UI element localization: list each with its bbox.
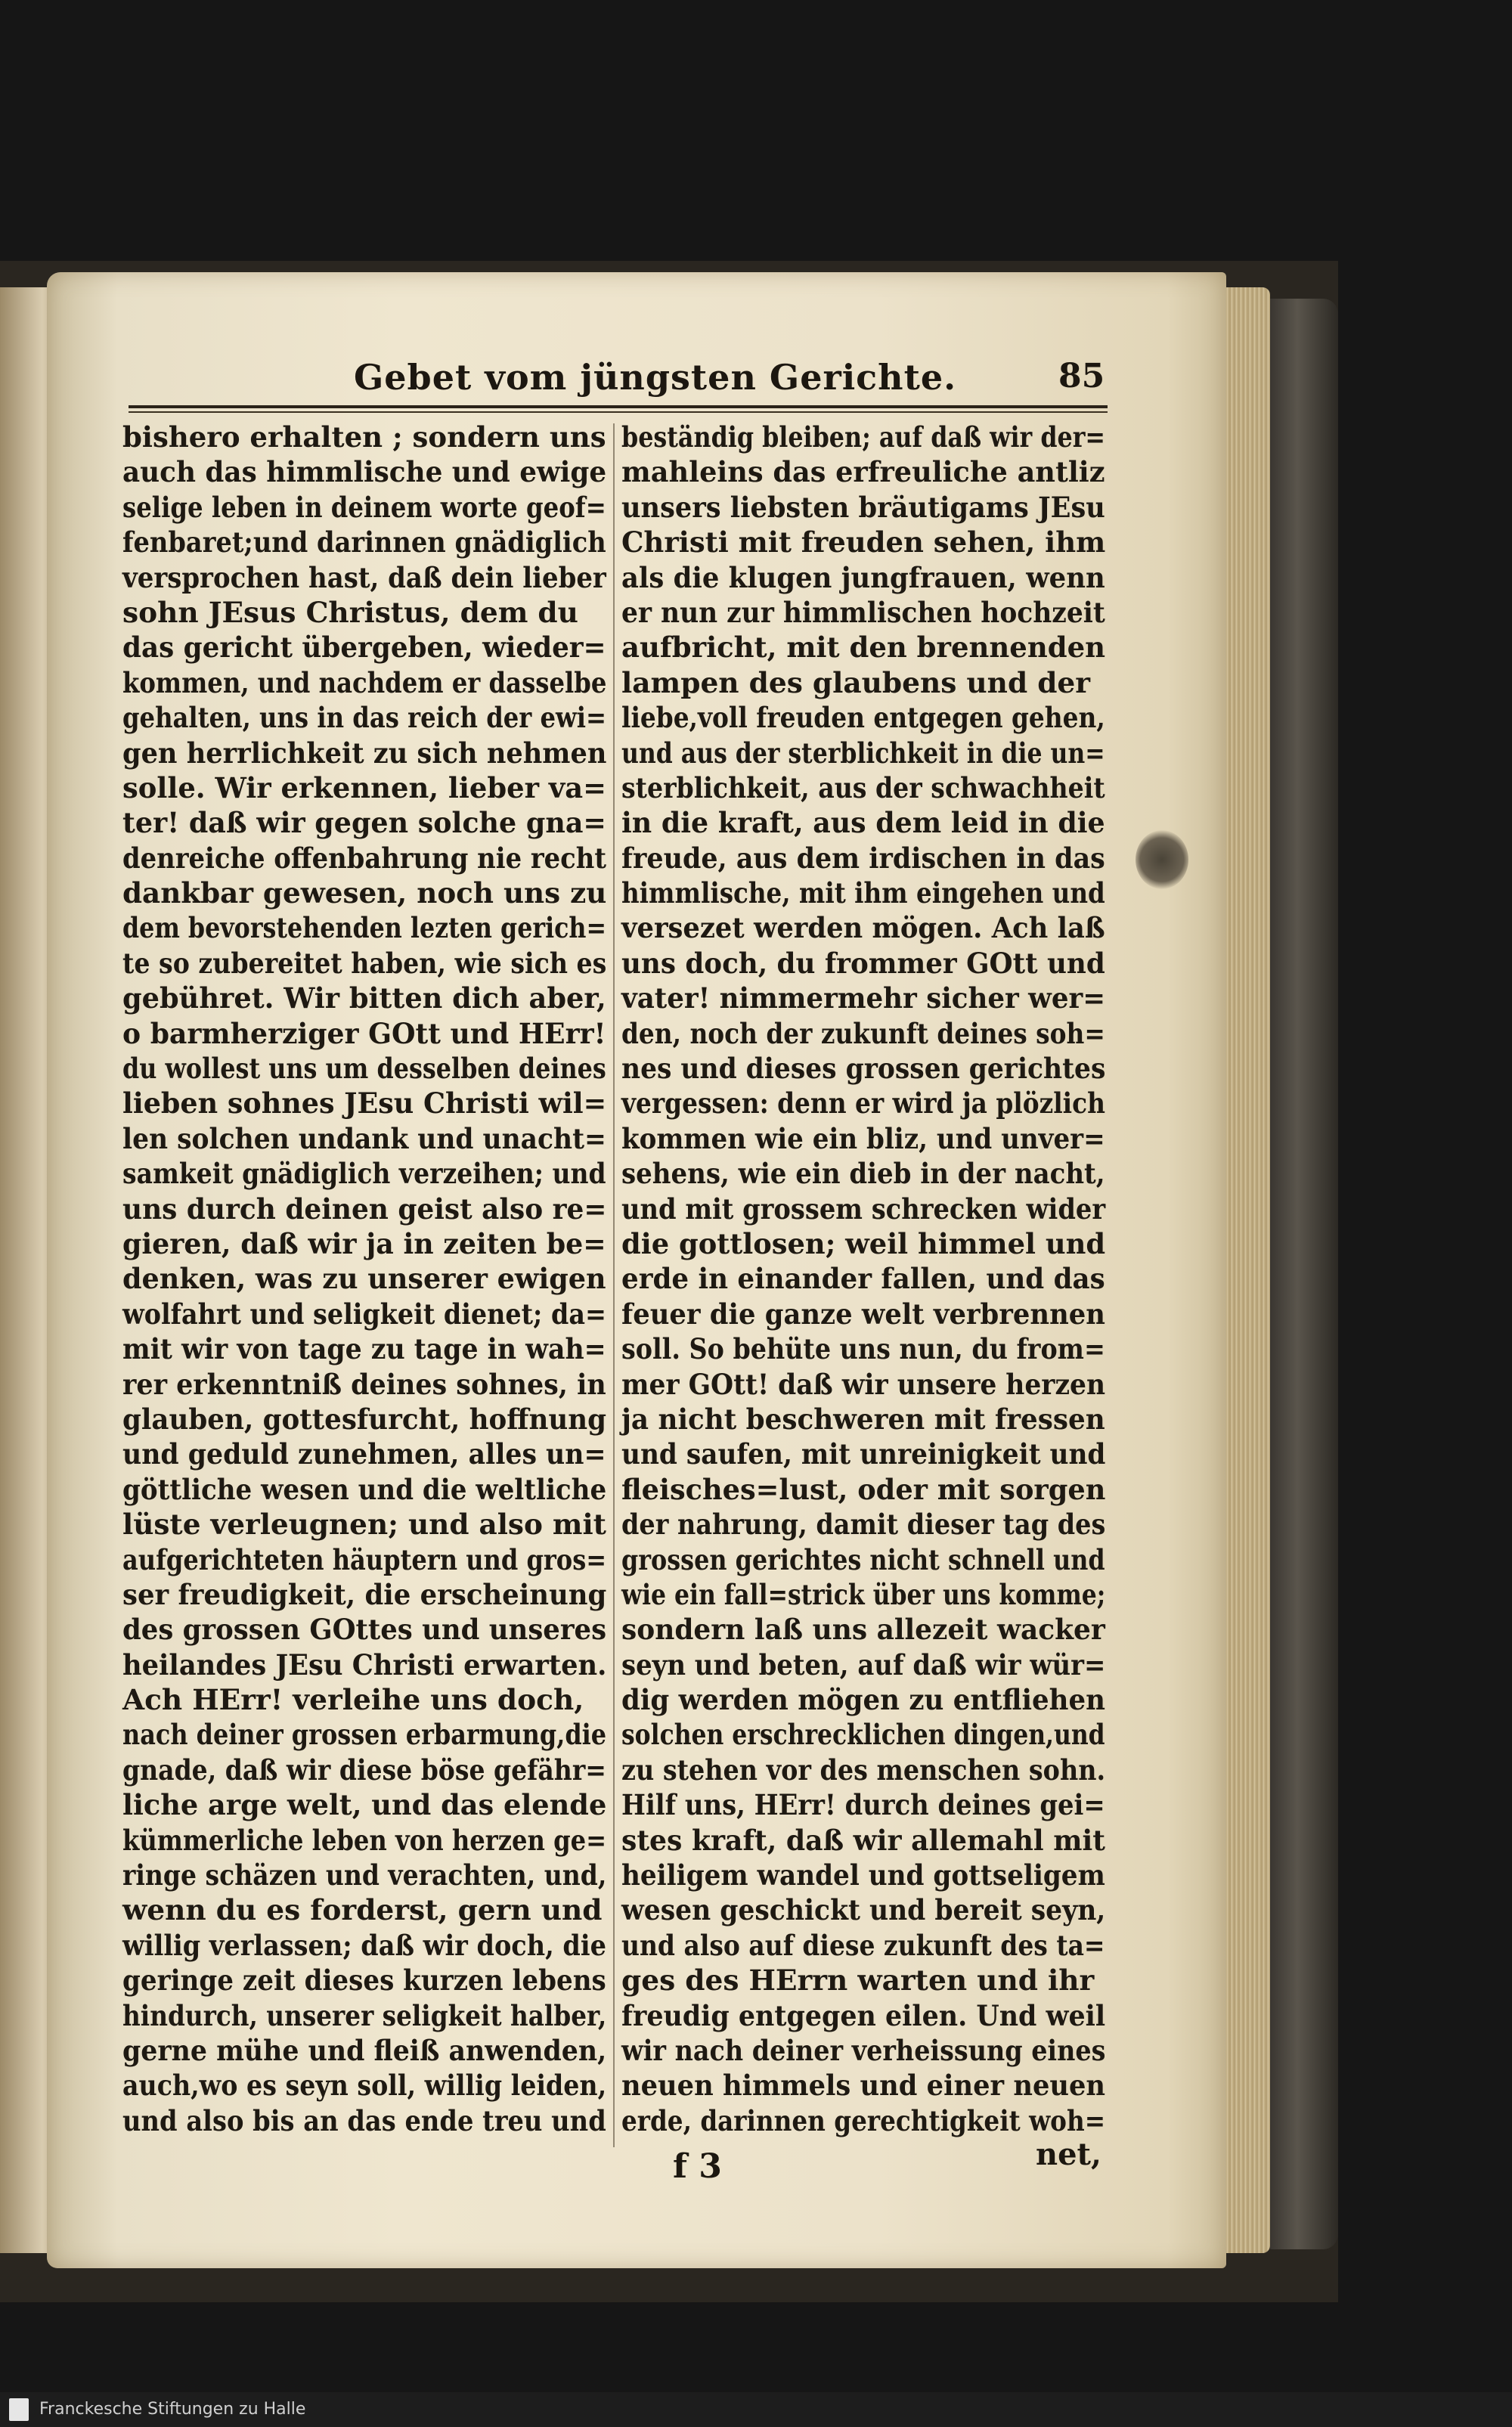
catchword: net, [1036,2137,1101,2172]
text-line: er nun zur himmlischen hochzeit [621,595,1105,629]
text-line: heilandes JEsu Christi erwarten. [122,1647,607,1682]
text-line: neuen himmels und einer neuen [621,2069,1106,2103]
page-number: 85 [1058,357,1105,395]
text-line: sehens, wie ein dieb in der nacht, [621,1157,1105,1191]
text-line: dig werden mögen zu entfliehen [621,1683,1105,1717]
text-line: denken, was zu unserer ewigen [122,1262,606,1296]
text-line: göttliche wesen und die weltliche [122,1472,607,1506]
text-line: selige leben in deinem worte geof= [122,490,606,524]
text-line: und geduld zunehmen, alles un= [122,1437,606,1471]
text-line: zu stehen vor des menschen sohn. [621,1753,1106,1787]
text-line: kümmerliche leben von herzen ge= [122,1823,607,1857]
book-cover-edge [1270,299,1338,2249]
text-line: freude, aus dem irdischen in das [621,841,1105,875]
text-line: geringe zeit dieses kurzen lebens [122,1964,606,1998]
header-rule [129,405,1108,408]
text-line: gehalten, uns in das reich der ewi= [122,701,607,735]
text-line: unsers liebsten bräutigams JEsu [621,490,1105,524]
text-line: dankbar gewesen, noch uns zu [122,876,607,910]
header-rule-thin [129,411,1108,413]
text-line: versprochen hast, daß dein lieber [122,560,606,594]
text-line: und also bis an das ende treu und [122,2103,606,2137]
text-line: sohn JEsus Christus, dem du [122,595,578,629]
text-line: heiligem wandel und gottseligem [621,1858,1105,1892]
text-line: Christi mit freuden sehen, ihm [621,525,1106,559]
text-line: dem bevorstehenden lezten gerich= [122,911,607,945]
text-line: feuer die ganze welt verbrennen [621,1297,1105,1331]
text-line: Hilf uns, HErr! durch deines gei= [621,1788,1105,1822]
text-line: uns durch deinen geist also re= [122,1192,607,1226]
text-line: vater! nimmermehr sicher wer= [621,981,1106,1015]
text-line: wie ein fall=strick über uns komme; [621,1577,1106,1611]
text-line: die gottlosen; weil himmel und [621,1226,1106,1260]
text-line: du wollest uns um desselben deines [122,1052,606,1086]
text-line: lieben sohnes JEsu Christi wil= [122,1086,607,1121]
text-line: mahleins das erfreuliche antliz [621,455,1105,489]
text-line: bishero erhalten ; sondern uns [122,420,606,454]
text-line: Ach HErr! verleihe uns doch, [122,1683,584,1717]
text-line: ja nicht beschweren mit fressen [621,1402,1105,1436]
text-line: uns doch, du frommer GOtt und [621,946,1105,980]
text-line: lüste verleugnen; und also mit [122,1508,606,1542]
text-line: vergessen: denn er wird ja plözlich [621,1086,1105,1121]
column-divider [613,423,615,2147]
text-line: und mit grossem schrecken wider [621,1192,1106,1226]
text-line: glauben, gottesfurcht, hoffnung [122,1402,607,1436]
text-line: lampen des glaubens und der [621,665,1091,699]
text-line: und saufen, mit unreinigkeit und [621,1437,1106,1471]
running-head: Gebet vom jüngsten Gerichte. [354,357,957,398]
text-line: te so zubereitet haben, wie sich es [122,946,607,980]
text-line: auch,wo es seyn soll, willig leiden, [122,2069,607,2103]
text-line: soll. So behüte uns nun, du from= [621,1332,1105,1366]
text-line: kommen wie ein bliz, und unver= [621,1121,1105,1155]
text-line: beständig bleiben; auf daß wir der= [621,420,1106,454]
text-line: der nahrung, damit dieser tag des [621,1508,1106,1542]
text-line: mer GOtt! daß wir unsere herzen [621,1367,1106,1401]
text-line: grossen gerichtes nicht schnell und [621,1542,1105,1576]
text-line: gieren, daß wir ja in zeiten be= [122,1226,606,1260]
text-line: hindurch, unserer seligkeit halber, [122,1998,607,2032]
text-line: in die kraft, aus dem leid in die [621,806,1105,840]
text-line: als die klugen jungfrauen, wenn [621,560,1105,594]
text-line: nes und dieses grossen gerichtes [621,1052,1106,1086]
text-line: liche arge welt, und das elende [122,1788,607,1822]
text-line: fleisches=lust, oder mit sorgen [621,1472,1106,1506]
text-line: samkeit gnädiglich verzeihen; und [122,1157,606,1191]
text-line: aufbricht, mit den brennenden [621,631,1105,665]
text-line: rer erkenntniß deines sohnes, in [122,1367,606,1401]
text-line: len solchen undank und unacht= [122,1121,606,1155]
text-line: sondern laß uns allezeit wacker [621,1613,1105,1647]
text-line: sterblichkeit, aus der schwachheit [621,770,1105,804]
text-line: wesen geschickt und bereit seyn, [621,1893,1106,1927]
text-line: mit wir von tage zu tage in wah= [122,1332,606,1366]
text-line: wir nach deiner verheissung eines [621,2033,1106,2067]
text-line: ges des HErrn warten und ihr [621,1964,1095,1998]
text-line: ter! daß wir gegen solche gna= [122,806,606,840]
text-line: solle. Wir erkennen, lieber va= [122,770,607,804]
institution-logo-icon [9,2398,29,2421]
text-line: himmlische, mit ihm eingehen und [621,876,1105,910]
text-line: aufgerichteten häuptern und gros= [122,1542,607,1576]
right-text-column [621,420,1105,2138]
text-line: denreiche offenbahrung nie recht [122,841,606,875]
text-line: solchen erschrecklichen dingen,und [621,1718,1105,1752]
text-line: gerne mühe und fleiß anwenden, [122,2033,607,2067]
left-text-column [122,420,606,2138]
text-line: freudig entgegen eilen. Und weil [621,1998,1106,2032]
text-line: und aus der sterblichkeit in die un= [621,736,1105,770]
text-line: kommen, und nachdem er dasselbe [122,665,607,699]
text-line: liebe,voll freuden entgegen gehen, [621,701,1105,735]
text-line: fenbaret;und darinnen gnädiglich [122,525,606,559]
text-line: wenn du es forderst, gern und [122,1893,603,1927]
text-line: ser freudigkeit, die erscheinung [122,1577,607,1611]
text-line: nach deiner grossen erbarmung,die [122,1718,607,1752]
signature-mark: f 3 [673,2147,722,2186]
text-line: das gericht übergeben, wieder= [122,631,606,665]
text-line: gnade, daß wir diese böse gefähr= [122,1753,606,1787]
text-line: willig verlassen; daß wir doch, die [122,1928,606,1962]
text-line: erde in einander fallen, und das [621,1262,1105,1296]
text-line: stes kraft, daß wir allemahl mit [621,1823,1105,1857]
text-line: des grossen GOttes und unseres [122,1613,607,1647]
footer-credit: Franckesche Stiftungen zu Halle [39,2400,306,2419]
text-line: auch das himmlische und ewige [122,455,607,489]
text-line: gebühret. Wir bitten dich aber, [122,981,606,1015]
text-line: wolfahrt und seligkeit dienet; da= [122,1297,606,1331]
text-line: seyn und beten, auf daß wir wür= [621,1647,1106,1682]
text-line: ringe schäzen und verachten, und, [122,1858,607,1892]
page-stain [1136,830,1188,889]
text-line: den, noch der zukunft deines soh= [621,1016,1105,1050]
text-line: versezet werden mögen. Ach laß [621,911,1105,945]
text-line: gen herrlichkeit zu sich nehmen [122,736,607,770]
text-line: erde, darinnen gerechtigkeit woh= [621,2103,1106,2137]
text-line: und also auf diese zukunft des ta= [621,1928,1105,1962]
text-line: o barmherziger GOtt und HErr! [122,1016,606,1050]
